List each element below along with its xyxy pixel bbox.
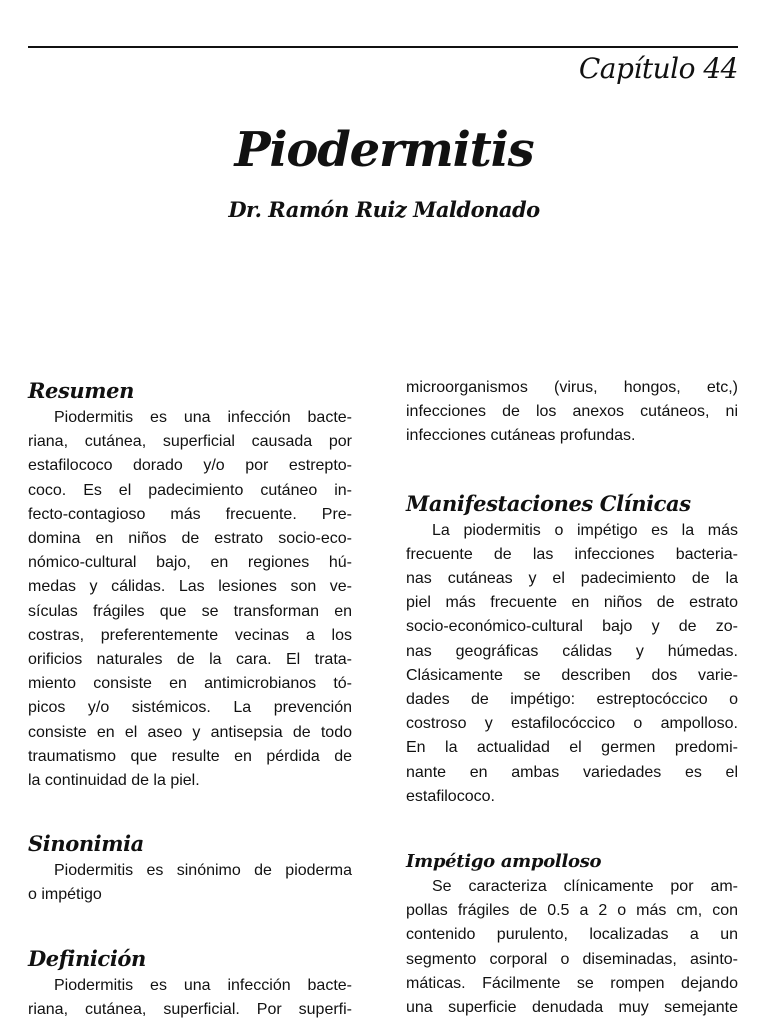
text-line: La piodermitis o impétigo es la más bbox=[432, 521, 738, 539]
text-line: una superficie denudada muy semejante bbox=[406, 999, 738, 1017]
text-line: estafilococo. bbox=[406, 787, 495, 805]
section-definicion bbox=[28, 944, 352, 1022]
text-line: consiste en el aseo y antisepsia de todo bbox=[28, 723, 352, 741]
text-line: dades de impétigo: estreptocóccico o bbox=[406, 691, 738, 709]
text-line: pollas frágiles de 0.5 a 2 o más cm, con bbox=[406, 902, 738, 920]
text-line: domina en niños de estrato socio-eco- bbox=[28, 530, 352, 548]
left-column bbox=[28, 376, 352, 1022]
text-line: o impétigo bbox=[28, 886, 102, 904]
chapter-label: Capítulo 44 bbox=[578, 52, 738, 85]
paragraph-continuation bbox=[406, 376, 738, 449]
text-line: microorganismos (virus, hongos, etc,) bbox=[406, 379, 738, 396]
text-line: nómico-cultural bajo, en regiones hú- bbox=[28, 554, 352, 572]
page-title: Piodermitis bbox=[234, 122, 534, 178]
text-line: sículas frágiles que se transforman en bbox=[28, 602, 352, 620]
text-line: Piodermitis es una infección bacte- bbox=[54, 976, 352, 994]
text-line: segmento corporal o diseminadas, asinto- bbox=[406, 950, 738, 968]
subsection-heading-impetigo-ampolloso: Impétigo ampolloso bbox=[406, 851, 602, 873]
section-impetigo-ampolloso bbox=[406, 849, 738, 1020]
text-line: contenido purulento, localizadas a un bbox=[406, 926, 738, 944]
section-resumen bbox=[28, 376, 352, 793]
section-heading-resumen: Resumen bbox=[28, 378, 134, 403]
text-line: socio-económico-cultural bajo y de zo- bbox=[406, 618, 738, 636]
text-line: máticas. Fácilmente se rompen dejando bbox=[406, 974, 738, 992]
section-sinonimia bbox=[28, 829, 352, 907]
text-line: traumatismo que resulte en pérdida de bbox=[28, 747, 352, 765]
text-line: infecciones de los anexos cutáneos, ni bbox=[406, 403, 738, 421]
text-line: Piodermitis es una infección bacte- bbox=[54, 409, 352, 426]
text-line: orificios naturales de la cara. El trata- bbox=[28, 651, 352, 669]
text-line: costras, preferentemente vecinas a los bbox=[28, 626, 352, 644]
text-line: estafilococo dorado y/o por estrepto- bbox=[28, 457, 352, 475]
text-line: fecto-contagioso más frecuente. Pre- bbox=[28, 505, 352, 523]
text-line: frecuente de las infecciones bacteria- bbox=[406, 545, 738, 563]
paragraph-sinonimia bbox=[28, 859, 352, 907]
text-line: medas y cálidas. Las lesiones son ve- bbox=[28, 578, 352, 596]
text-line: Piodermitis es sinónimo de pioderma bbox=[54, 862, 352, 880]
paragraph-impetigo-ampolloso bbox=[406, 875, 738, 1020]
right-column bbox=[406, 376, 738, 1020]
text-line: costroso y estafilocóccico o ampolloso. bbox=[406, 715, 738, 733]
text-line: riana, cutánea, superficial. Por superfi- bbox=[28, 1000, 352, 1018]
text-line: nas geográficas cálidas y húmedas. bbox=[406, 642, 738, 660]
section-heading-sinonimia: Sinonimia bbox=[28, 831, 144, 857]
text-line: riana, cutánea, superficial causada por bbox=[28, 433, 352, 451]
text-line: nas cutáneas y el padecimiento de la bbox=[406, 570, 738, 588]
text-line: infecciones cutáneas profundas. bbox=[406, 427, 636, 445]
text-line: En la actualidad el germen predomi- bbox=[406, 739, 738, 757]
text-line: coco. Es el padecimiento cutáneo in- bbox=[28, 481, 352, 499]
text-line: Se caracteriza clínicamente por am- bbox=[432, 878, 738, 896]
text-line: piel más frecuente en niños de estrato bbox=[406, 594, 738, 612]
section-manifestaciones-clinicas bbox=[406, 489, 738, 809]
text-line: nante en ambas variedades es el bbox=[406, 763, 738, 781]
text-line: miento consiste en antimicrobianos tó- bbox=[28, 675, 352, 693]
paragraph-resumen bbox=[28, 406, 352, 793]
text-line: picos y/o sistémicos. La prevención bbox=[28, 699, 352, 717]
paragraph-manifestaciones-clinicas bbox=[406, 519, 738, 809]
section-heading-manifestaciones-clinicas: Manifestaciones Clínicas bbox=[406, 490, 691, 516]
text-line: la continuidad de la piel. bbox=[28, 772, 200, 790]
section-heading-definicion: Definición bbox=[28, 945, 146, 971]
author-name: Dr. Ramón Ruiz Maldonado bbox=[228, 197, 540, 222]
text-line: Clásicamente se describen dos varie- bbox=[406, 666, 738, 684]
paragraph-definicion bbox=[28, 974, 352, 1022]
top-rule bbox=[28, 46, 738, 48]
section-continuation bbox=[406, 376, 738, 449]
